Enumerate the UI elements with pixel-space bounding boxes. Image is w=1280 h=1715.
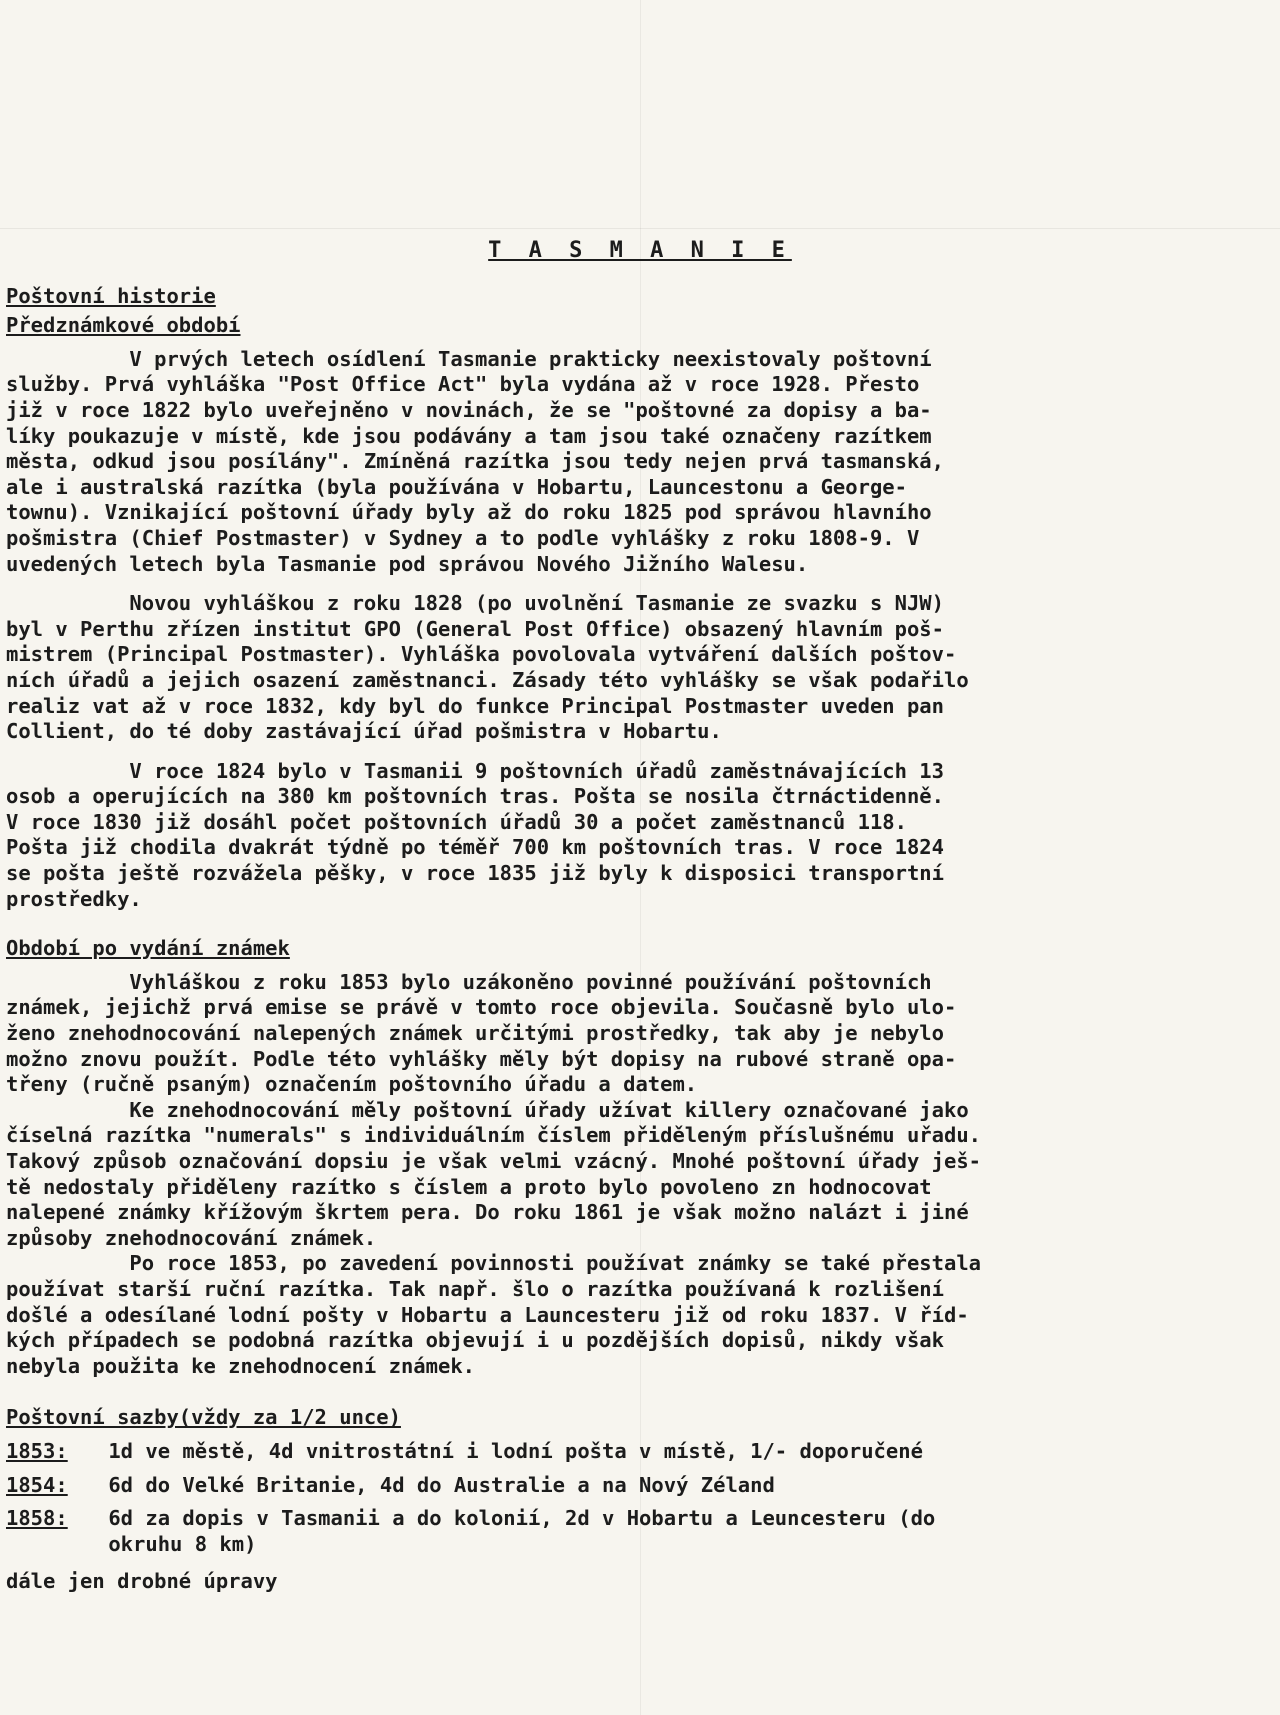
- rate-text: 1d ve městě, 4d vnitrostátní i lodní pošta v místě, 1/- doporučené: [96, 1438, 923, 1463]
- poststamp-text: [6, 970, 1274, 1380]
- rate-row: [6, 1506, 1274, 1557]
- paragraph: Novou vyhláškou z roku 1828 (po uvolnění Tasmanie ze svazku s NJW) byl v Perthu zřízen institut GPO (General Post Office) obsazený hlavním poš- mistrem (Principal Postmaster). Vyhláška povolovala vytváření dalších poštov- ních úřadů a jejich osazení zaměstnanci. Zásady této vyhlášky se však podařilo realiz vat až v roce 1832, kdy byl do funkce Principal Postmaster uveden pan Collient, do té doby zastávající úřad pošmistra v Hobartu.: [6, 591, 969, 744]
- rate-text: 6d za dopis v Tasmanii a do kolonií, 2d v Hobartu a Leuncesteru (do okruhu 8 km): [108, 1506, 936, 1556]
- paragraph: V prvých letech osídlení Tasmanie prakticky neexistovaly poštovní služby. Prvá vyhláška "Post Office Act" byla vydána až v roce 1928. Přesto již v roce 1822 bylo uveřejněno v novinách, že se "poštovné za dopisy a ba- líky poukazuje v místě, kde jsou podávány a tam jsou také označeny razítkem města, odkud jsou posílány". Zmíněná razítka jsou tedy nejen prvá tasmanská, ale i australská razítka (byla používána v Hobartu, Launcestonu a George- townu). Vznikající poštovní úřady byly až do roku 1825 pod správou hlavního pošmistra (Chief Postmaster) v Sydney a to podle vyhlášky z roku 1808-9. V uvedených letech byla Tasmanie pod správou Nového Jižního Walesu.: [6, 346, 944, 576]
- rate-year: 1854:: [6, 1472, 68, 1497]
- paragraph: V roce 1824 bylo v Tasmanii 9 poštovních úřadů zaměstnávajících 13 osob a operujících na 380 km poštovních tras. Pošta se nosila čtrnáctidenně. V roce 1830 již dosáhl počet poštovních úřadů 30 a počet zaměstnanců 118. Pošta již chodila dvakrát týdně po téměř 700 km poštovních tras. V roce 1824 se pošta ještě rozvážela pěšky, v roce 1835 již byly k disposici transportní prostředky.: [6, 758, 944, 911]
- paragraph: Ke znehodnocování měly poštovní úřady užívat killery označované jako číselná razítka "numerals" s individuálním číslem přiděleným příslušnému uřadu. Takový způsob označování dopsiu je však velmi vzácný. Mnohé poštovní úřady ješ- tě nedostaly přiděleny razítko s číslem a proto bylo povoleno zn hodnocovat nalepené známky křížovým škrtem pera. Do roku 1861 je však možno nalázt i jiné způsoby znehodnocování známek.: [6, 1097, 982, 1250]
- rate-text: 6d do Velké Britanie, 4d do Australie a na Nový Zéland: [96, 1472, 775, 1497]
- heading-postal-rates: Poštovní sazby(vždy za 1/2 unce): [6, 1405, 401, 1430]
- rate-row: [6, 1473, 1274, 1499]
- rate-year: 1853:: [6, 1438, 68, 1463]
- paragraph: Vyhláškou z roku 1853 bylo uzákoněno povinné používání poštovních známek, jejichž prvá emise se právě v tomto roce objevila. Současně bylo ulo- ženo znehodnocování nalepených známek určitými prostředky, tak aby je nebylo možno znovu použít. Podle této vyhlášky měly být dopisy na rubové straně opa- třeny (ručně psaným) označením poštovního úřadu a datem.: [6, 969, 957, 1097]
- rates-list: [6, 1439, 1274, 1557]
- rate-year: 1858:: [6, 1506, 68, 1531]
- footer-note: dále jen drobné úpravy: [6, 1569, 278, 1594]
- heading-postal-history: Poštovní historie: [6, 283, 216, 308]
- heading-prestamp-period: Předznámkové období: [6, 313, 241, 338]
- heading-poststamp-period: Období po vydání známek: [6, 936, 290, 961]
- page-title: T A S M A N I E: [488, 238, 792, 263]
- prestamp-text: [6, 347, 1274, 912]
- paragraph: Po roce 1853, po zavedení povinnosti používat známky se také přestala používat starší ruční razítka. Tak např. šlo o razítka používaná k rozlišení došlé a odesílané lodní pošty v Hobartu a Launcesteru již od roku 1837. V říd- kých případech se podobná razítka objevují i u pozdějších dopisů, nikdy však nebyla použita ke znehodnocení známek.: [6, 1251, 982, 1378]
- typewritten-page: [6, 238, 1274, 1595]
- rate-row: [6, 1439, 1274, 1465]
- paper-fold-horizontal: [0, 228, 1280, 229]
